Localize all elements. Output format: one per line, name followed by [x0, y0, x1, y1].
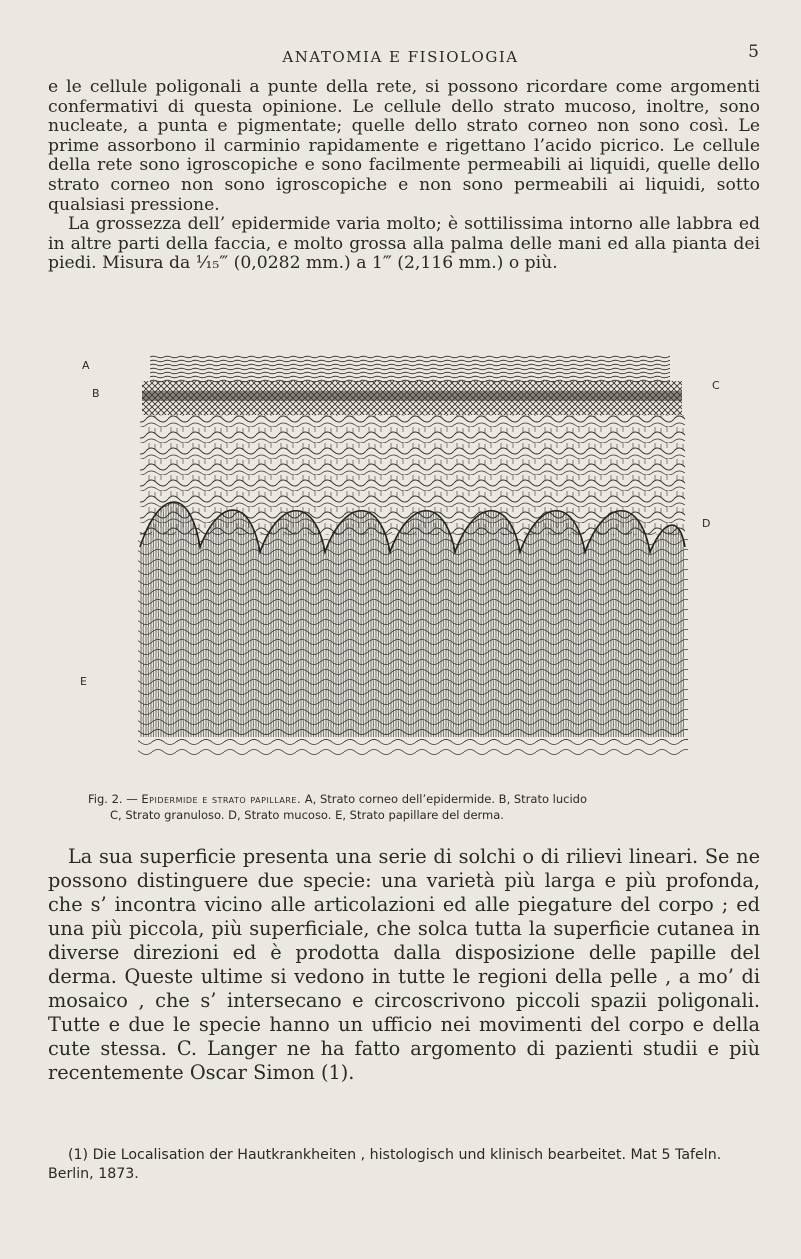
- figure-caption: [88, 791, 748, 823]
- caption-line1: A, Strato corneo dell’epidermide. B, Strato lucido: [304, 792, 587, 806]
- fig-label-a: A: [82, 359, 90, 372]
- page-number: 5: [748, 42, 759, 62]
- histology-figure: [80, 347, 730, 777]
- fig-label-e: E: [80, 675, 87, 688]
- fig-label-d: D: [702, 517, 711, 530]
- text-block-top: [48, 78, 760, 274]
- fig-label-b: B: [92, 387, 100, 400]
- paragraph: La grossezza dell’ epidermide varia molto; è sottilissima intorno alle labbra ed in altre parti della faccia, e molto grossa alla palma delle mani ed alla pianta dei piedi. Misura da ¹⁄₁₅‴ (0,0282 mm.) a 1‴ (2,116 mm.) o più.: [48, 214, 760, 274]
- footnote: [48, 1146, 760, 1184]
- paragraph: La sua superficie presenta una serie di solchi o di rilievi lineari. Se ne possono distinguere due specie: una varietà più larga e più profonda, che s’ incontra vicino alle articolazioni ed alle piegature del corpo ; ed una più piccola, più superficiale, che solca tutta la superficie cutanea in diverse direzioni ed è prodotta dalla disposizione delle papille del derma. Queste ultime si vedono in tutte le regioni della pelle , a mo’ di mosaico , che s’ intersecano e circoscrivono piccoli spazii poligonali. Tutte e due le specie hanno un ufficio nei movimenti del corpo e della cute stessa. C. Langer ne ha fatto argomento di pazienti studii e più recentemente Oscar Simon (1).: [48, 845, 760, 1084]
- running-head: ANATOMIA E FISIOLOGIA: [282, 48, 519, 66]
- caption-prefix: Fig. 2. —: [88, 792, 138, 806]
- stratum-corneum-layer: [150, 355, 670, 383]
- footnote-text: (1) Die Localisation der Hautkrankheiten , histologisch und klinisch bearbeitet. Mat 5 Tafeln. Berlin, 1873.: [48, 1147, 722, 1182]
- text-block-bottom: [48, 845, 760, 1085]
- papillary-layer: [138, 502, 688, 757]
- fig-label-c: C: [712, 379, 720, 392]
- epidermis-engraving: [80, 347, 730, 777]
- caption-title: Epidermide e strato papillare.: [141, 792, 302, 806]
- paragraph: e le cellule poligonali a punte della rete, si possono ricordare come argomenti confermativi di questa opinione. Le cellule dello strato mucoso, inoltre, sono nucleate, a punta e pigmentate; quelle dello strato corneo non sono così. Le prime assorbono il carminio rapidamente e rigettano l’acido picrico. Le cellule della rete sono igroscopiche e sono facilmente permeabili ai liquidi, quelle dello strato corneo non sono igroscopiche e non sono permeabili ai liquidi, sotto qualsiasi pressione.: [48, 77, 760, 215]
- caption-line2: C, Strato granuloso. D, Strato mucoso. E, Strato papillare del derma.: [110, 808, 504, 822]
